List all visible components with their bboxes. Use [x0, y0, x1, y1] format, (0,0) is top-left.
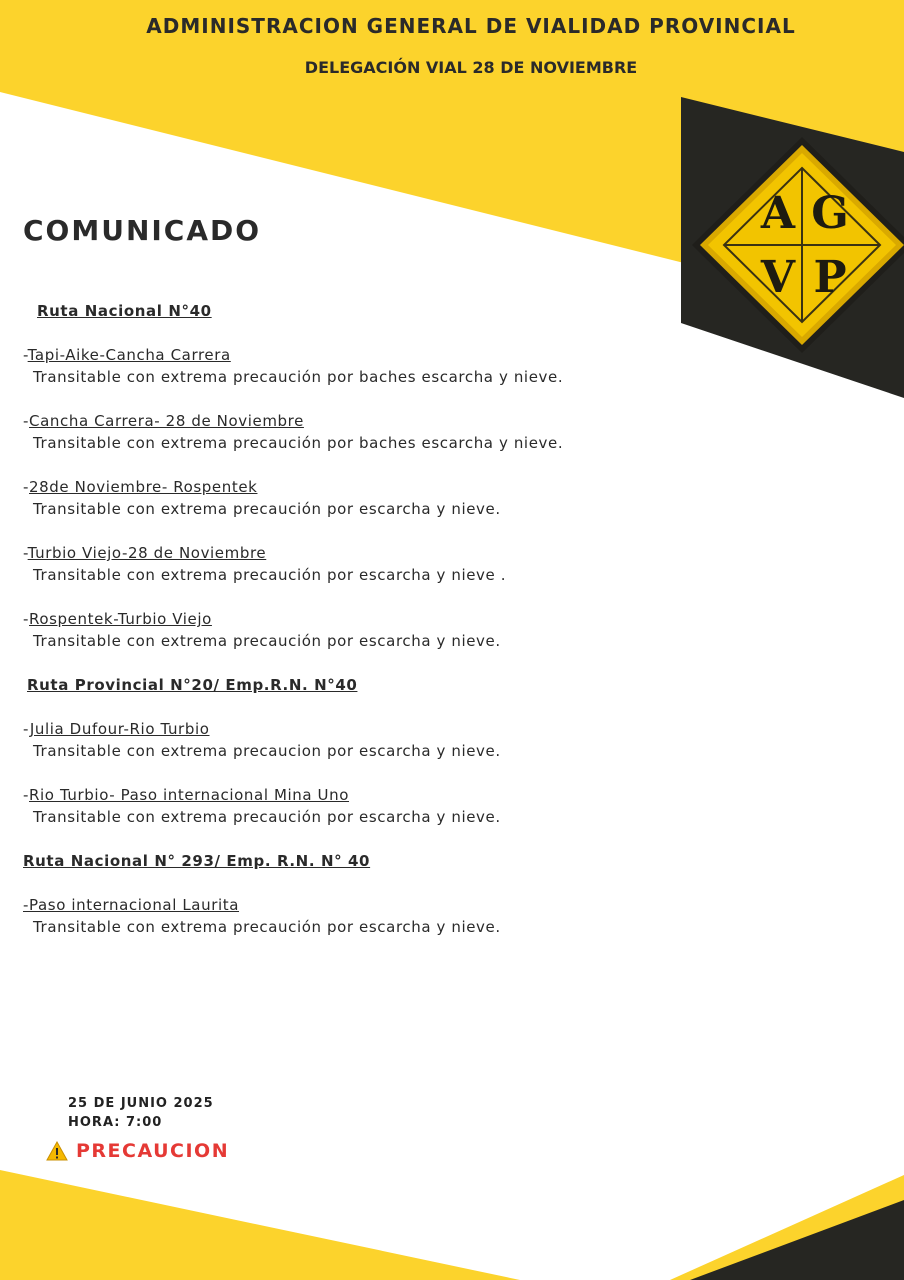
segment-status: Transitable con extrema precaución por escarcha y nieve . — [33, 566, 507, 584]
header-subtitle: DELEGACIÓN VIAL 28 DE NOVIEMBRE — [304, 58, 638, 77]
road-segment: -Turbio Viejo-28 de Noviembre Transitable con extrema precaución por escarcha y nieve . — [23, 542, 627, 586]
segment-name: Julia Dufour-Rio Turbio — [29, 720, 210, 738]
report-datetime — [68, 1094, 214, 1132]
segment-status: Transitable con extrema precaución por baches escarcha y nieve. — [33, 434, 564, 452]
header-title: ADMINISTRACION GENERAL DE VIALIDAD PROVINCIAL — [146, 14, 796, 38]
page-title: COMUNICADO — [23, 214, 262, 247]
route-name: Ruta Nacional N° 293/ Emp. R.N. N° 40 — [23, 852, 371, 870]
alert-label: PRECAUCION — [76, 1140, 230, 1162]
route-name: Ruta Provincial N°20/ Emp.R.N. N°40 — [27, 676, 358, 694]
segment-status: Transitable con extrema precaución por baches escarcha y nieve. — [33, 368, 564, 386]
route-report — [23, 300, 627, 938]
segment-status: Transitable con extrema precaucion por escarcha y nieve. — [33, 742, 501, 760]
precaution-alert — [46, 1140, 229, 1162]
road-segment: -Julia Dufour-Rio Turbio Transitable con extrema precaucion por escarcha y nieve. — [23, 718, 627, 762]
report-time: HORA: 7:00 — [68, 1115, 163, 1130]
road-segment: -Rospentek-Turbio Viejo Transitable con extrema precaución por escarcha y nieve. — [23, 608, 627, 652]
road-segment: -28de Noviembre- Rospentek Transitable con extrema precaución por escarcha y nieve. — [23, 476, 627, 520]
route-heading — [23, 300, 627, 322]
warning-icon — [46, 1141, 68, 1161]
segment-name: -Paso internacional Laurita — [23, 896, 240, 914]
logo-letter-p: P — [813, 252, 847, 303]
segment-name: Tapi-Aike-Cancha Carrera — [27, 346, 231, 364]
logo-letter-a: A — [760, 188, 796, 239]
segment-status: Transitable con extrema precaución por escarcha y nieve. — [33, 632, 501, 650]
road-segment: -Cancha Carrera- 28 de Noviembre Transitable con extrema precaución por baches escarcha y nieve. — [23, 410, 627, 454]
report-date: 25 DE JUNIO 2025 — [68, 1096, 214, 1111]
segment-name: Rospentek-Turbio Viejo — [29, 610, 212, 628]
logo-letter-v: V — [760, 252, 796, 303]
segment-name: Cancha Carrera- 28 de Noviembre — [29, 412, 304, 430]
bottom-yellow-band — [0, 1170, 520, 1280]
road-segment — [23, 894, 627, 938]
route-name: Ruta Nacional N°40 — [37, 302, 212, 320]
logo-letter-g: G — [811, 188, 849, 239]
route-heading — [23, 850, 627, 872]
segment-name: Rio Turbio- Paso internacional Mina Uno — [29, 786, 350, 804]
segment-name: 28de Noviembre- Rospentek — [29, 478, 258, 496]
segment-status: Transitable con extrema precaución por escarcha y nieve. — [33, 500, 501, 518]
segment-name: Turbio Viejo-28 de Noviembre — [27, 544, 267, 562]
route-heading — [23, 674, 627, 696]
segment-status: Transitable con extrema precaución por escarcha y nieve. — [33, 918, 501, 936]
road-segment: -Tapi-Aike-Cancha Carrera Transitable con extrema precaución por baches escarcha y nieve. — [23, 344, 627, 388]
segment-status: Transitable con extrema precaución por escarcha y nieve. — [33, 808, 501, 826]
road-segment: -Rio Turbio- Paso internacional Mina Uno Transitable con extrema precaución por escarcha y nieve. — [23, 784, 627, 828]
